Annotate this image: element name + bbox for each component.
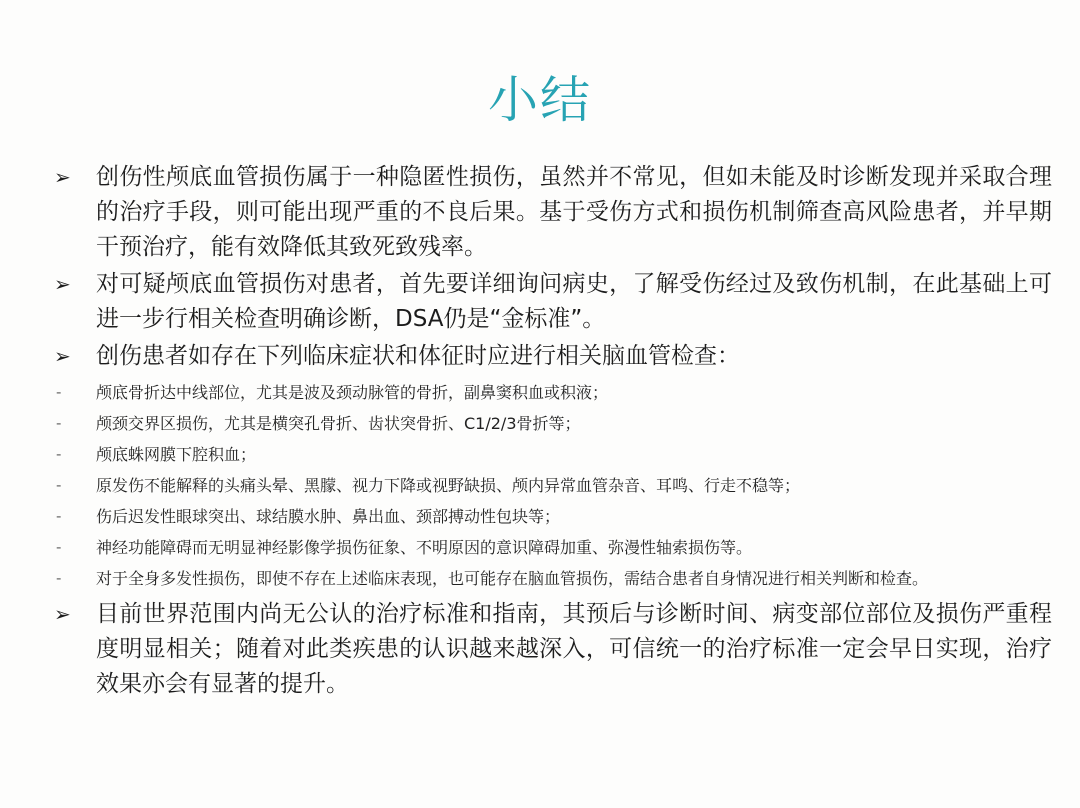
sub-text-6: 神经功能障碍而无明显神经影像学损伤征象、不明原因的意识障碍加重、弥漫性轴索损伤等。	[96, 538, 753, 557]
sub-item-1	[52, 380, 1052, 405]
sub-item-2	[52, 411, 1052, 436]
sub-text-5: 伤后迟发性眼球突出、球结膜水肿、鼻出血、颈部搏动性包块等；	[96, 507, 561, 526]
dash-bullet-icon: -	[56, 569, 62, 587]
sub-text-2: 颅颈交界区损伤，尤其是横突孔骨折、齿状突骨折、C1/2/3骨折等；	[96, 414, 581, 433]
arrow-bullet-icon: ➢	[54, 272, 71, 296]
bullet-text-2: 对可疑颅底血管损伤对患者，首先要详细询问病史，了解受伤经过及致伤机制，在此基础上可进一步行相关检查明确诊断，DSA仍是“金标准”。	[96, 271, 1052, 332]
sub-item-6	[52, 535, 1052, 560]
dash-bullet-icon: -	[56, 445, 62, 463]
arrow-bullet-icon: ➢	[54, 165, 71, 189]
bullet-text-1: 创伤性颅底血管损伤属于一种隐匿性损伤，虽然并不常见，但如未能及时诊断发现并采取合理的治疗手段，则可能出现严重的不良后果。基于受伤方式和损伤机制筛查高风险患者，并早期干预治疗，能有效降低其致死致残率。	[96, 164, 1052, 260]
bullet-item-2	[52, 267, 1052, 337]
dash-bullet-icon: -	[56, 476, 62, 494]
sub-text-4: 原发伤不能解释的头痛头晕、黑朦、视力下降或视野缺损、颅内异常血管杂音、耳鸣、行走不稳等；	[96, 476, 801, 495]
bullet-text-3: 创伤患者如存在下列临床症状和体征时应进行相关脑血管检查：	[96, 343, 740, 369]
bullet-text-4: 目前世界范围内尚无公认的治疗标准和指南，其预后与诊断时间、病变部位部位及损伤严重程度明显相关；随着对此类疾患的认识越来越深入，可信统一的治疗标准一定会早日实现，治疗效果亦会有显著的提升。	[96, 601, 1052, 697]
dash-bullet-icon: -	[56, 507, 62, 525]
bullet-item-4	[52, 597, 1052, 702]
bullet-item-1	[52, 160, 1052, 265]
sub-text-3: 颅底蛛网膜下腔积血；	[96, 445, 257, 464]
sub-item-4	[52, 473, 1052, 498]
sub-text-7: 对于全身多发性损伤，即使不存在上述临床表现，也可能存在脑血管损伤，需结合患者自身情况进行相关判断和检查。	[96, 569, 929, 588]
sub-item-7	[52, 566, 1052, 591]
slide-title: 小结	[488, 71, 592, 129]
sub-item-5	[52, 504, 1052, 529]
dash-bullet-icon: -	[56, 383, 62, 401]
arrow-bullet-icon: ➢	[54, 344, 71, 368]
slide-content	[52, 160, 1052, 704]
bullet-item-3	[52, 339, 1052, 374]
sub-item-3	[52, 442, 1052, 467]
arrow-bullet-icon: ➢	[54, 602, 71, 626]
sub-text-1: 颅底骨折达中线部位，尤其是波及颈动脉管的骨折，副鼻窦积血或积液；	[96, 383, 609, 402]
dash-bullet-icon: -	[56, 414, 62, 432]
dash-bullet-icon: -	[56, 538, 62, 556]
